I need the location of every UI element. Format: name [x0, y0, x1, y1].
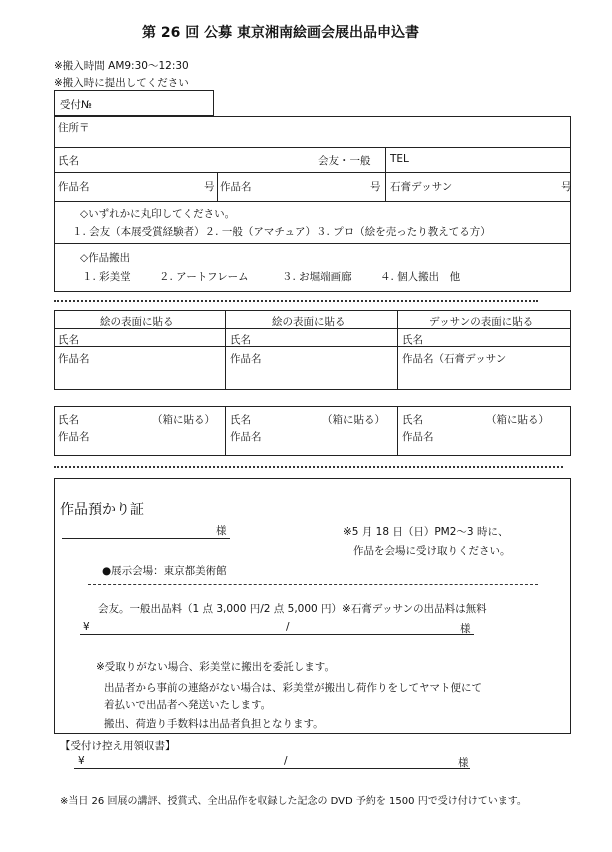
name-field[interactable]: 氏名 — [58, 155, 79, 167]
divider — [54, 201, 571, 202]
stub-sama: 様 — [458, 757, 469, 769]
membership-type[interactable]: 会友・一般 — [318, 155, 371, 167]
box-work-3[interactable]: 作品名 — [402, 431, 434, 443]
receipt-slash: / — [286, 621, 290, 633]
receipt-sama: 様 — [216, 525, 227, 537]
application-form — [54, 116, 571, 292]
box-note-2: （箱に貼る） — [322, 414, 385, 426]
label-name-2[interactable]: 氏名 — [230, 334, 251, 346]
label-name-1[interactable]: 氏名 — [58, 334, 79, 346]
dashed-divider — [88, 584, 538, 585]
cut-line — [54, 300, 538, 302]
box-name-1[interactable]: 氏名 — [58, 414, 79, 426]
divider — [54, 346, 571, 347]
divider — [397, 310, 398, 390]
divider — [397, 406, 398, 456]
label-work-2[interactable]: 作品名 — [230, 353, 262, 365]
pickup-instruction: 作品を会場に受け取りください。 — [353, 545, 511, 557]
divider — [54, 172, 571, 173]
divider — [54, 243, 571, 244]
size-unit-2: 号 — [370, 181, 381, 193]
divider — [225, 406, 226, 456]
label-name-3[interactable]: 氏名 — [402, 334, 423, 346]
page-title: 第 26 回 公募 東京湘南絵画会展出品申込書 — [142, 25, 419, 41]
circle-instruction: ◇いずれかに丸印してください。 — [80, 208, 236, 220]
carry-in-time-note: ※搬入時間 AM9:30～12:30 — [54, 60, 189, 72]
fee-entry-line[interactable] — [80, 634, 474, 635]
label-header-3: デッサンの表面に貼る — [429, 316, 534, 328]
work-title-field-1[interactable]: 作品名 — [58, 181, 90, 193]
work-title-field-2[interactable]: 作品名 — [220, 181, 252, 193]
box-name-3[interactable]: 氏名 — [402, 414, 423, 426]
divider — [217, 172, 218, 201]
box-name-2[interactable]: 氏名 — [230, 414, 251, 426]
receipt-note-4: 搬出、荷造り手数料は出品者負担となります。 — [104, 718, 324, 730]
stub-slash: / — [284, 755, 288, 767]
reception-number-label: 受付№ — [60, 99, 92, 111]
carry-out-option-3[interactable]: ３. お堀端画廊 — [282, 271, 352, 283]
carry-out-option-2[interactable]: ２. アートフレーム — [159, 271, 249, 283]
carry-out-option-4[interactable]: ４. 個人搬出 他 — [380, 271, 461, 283]
cut-line — [54, 466, 563, 468]
box-work-1[interactable]: 作品名 — [58, 431, 90, 443]
divider — [54, 147, 571, 148]
box-note-1: （箱に貼る） — [152, 414, 215, 426]
size-unit-3: 号 — [561, 181, 572, 193]
stub-entry-line[interactable] — [74, 768, 470, 769]
size-unit-1: 号 — [204, 181, 215, 193]
receipt-note-3: 着払いで出品者へ発送いたします。 — [104, 699, 272, 711]
label-header-2: 絵の表面に貼る — [272, 316, 346, 328]
box-work-2[interactable]: 作品名 — [230, 431, 262, 443]
receipt-yen-sign: ¥ — [83, 621, 90, 633]
stub-title: 【受付け控え用領収書】 — [60, 740, 176, 752]
dvd-note: ※当日 26 回展の講評、授賞式、全出品作を収録した記念の DVD 予約を 1500 円で受け付けています。 — [60, 796, 527, 807]
recipient-name-line[interactable] — [62, 538, 230, 539]
entry-fee: 会友。一般出品料（1 点 3,000 円/2 点 5,000 円）※石膏デッサンの出品料は無料 — [98, 603, 487, 615]
receipt-sama-2: 様 — [460, 623, 471, 635]
reception-number-box[interactable] — [54, 90, 214, 116]
plaster-drawing-field[interactable]: 石膏デッサン — [390, 181, 453, 193]
label-work-3[interactable]: 作品名（石膏デッサン — [402, 353, 507, 365]
address-field[interactable]: 住所〒 — [58, 122, 90, 134]
receipt-note-1: ※受取りがない場合、彩美堂に搬出を委託します。 — [96, 661, 335, 673]
category-options[interactable]: １. 会友（本展受賞経験者）２. 一般（アマチュア）３. プロ（絵を売ったり教えてる方） — [72, 226, 491, 238]
divider — [385, 147, 386, 172]
tel-field[interactable]: TEL — [390, 153, 409, 165]
venue: ●展示会場：東京都美術館 — [102, 565, 227, 577]
divider — [225, 310, 226, 390]
receipt-title: 作品預かり証 — [60, 502, 144, 518]
submit-note: ※搬入時に提出してください — [54, 77, 189, 89]
carry-out-title: ◇作品搬出 — [80, 252, 131, 264]
pickup-date: ※5 月 18 日（日）PM2～3 時に、 — [343, 526, 509, 538]
divider — [385, 172, 386, 201]
stub-yen-sign: ¥ — [78, 755, 85, 767]
receipt-note-2: 出品者から事前の連絡がない場合は、彩美堂が搬出し荷作りをしてヤマト便にて — [104, 682, 482, 694]
label-work-1[interactable]: 作品名 — [58, 353, 90, 365]
label-header-1: 絵の表面に貼る — [100, 316, 174, 328]
box-note-3: （箱に貼る） — [486, 414, 549, 426]
carry-out-option-1[interactable]: １. 彩美堂 — [82, 271, 131, 283]
